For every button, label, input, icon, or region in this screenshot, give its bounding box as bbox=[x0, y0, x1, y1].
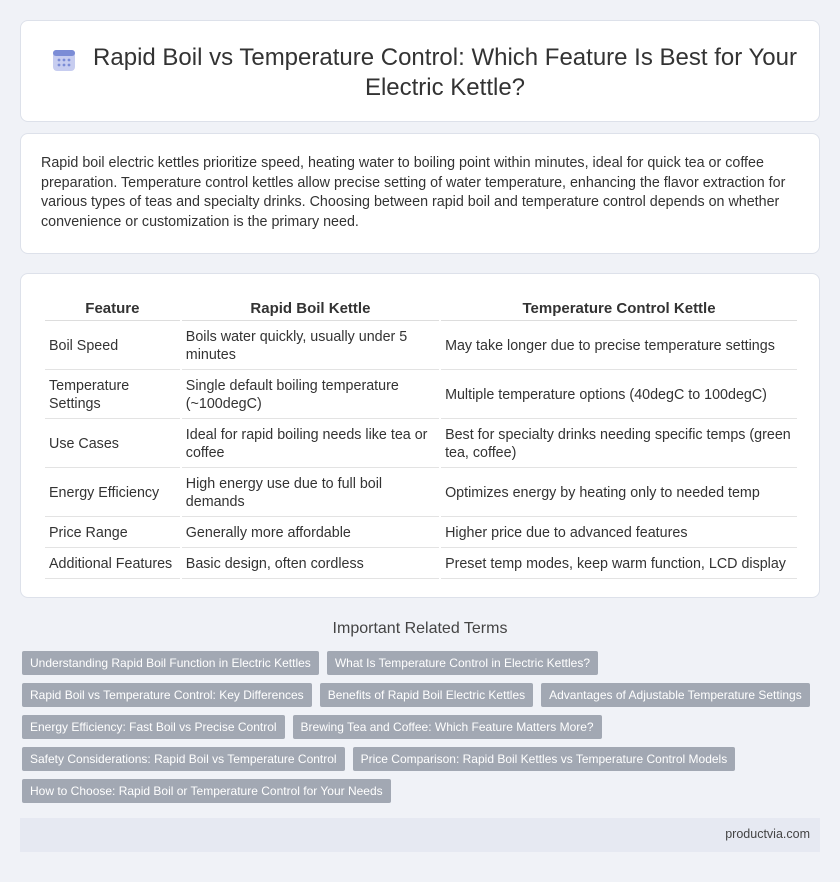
rapid-boil-cell: Single default boiling temperature (~100degC) bbox=[182, 372, 439, 419]
related-terms-row bbox=[22, 779, 812, 803]
table-row bbox=[45, 372, 797, 419]
feature-cell: Boil Speed bbox=[45, 323, 180, 370]
related-term-tag[interactable]: Benefits of Rapid Boil Electric Kettles bbox=[320, 683, 533, 707]
feature-cell: Use Cases bbox=[45, 421, 180, 468]
related-term-tag[interactable]: Brewing Tea and Coffee: Which Feature Matters More? bbox=[293, 715, 602, 739]
temperature-control-cell: Multiple temperature options (40degC to 100degC) bbox=[441, 372, 797, 419]
rapid-boil-cell: Ideal for rapid boiling needs like tea or coffee bbox=[182, 421, 439, 468]
table-row bbox=[45, 470, 797, 517]
title-card bbox=[20, 20, 820, 122]
calendar-icon bbox=[51, 47, 77, 73]
related-term-tag[interactable]: Safety Considerations: Rapid Boil vs Temperature Control bbox=[22, 747, 345, 771]
table-header: Rapid Boil Kettle bbox=[182, 298, 439, 321]
rapid-boil-cell: Boils water quickly, usually under 5 minutes bbox=[182, 323, 439, 370]
summary-text: Rapid boil electric kettles prioritize speed, heating water to boiling point within minutes, ideal for quick tea or coffee preparation. Temperature control kettles allow precise setting of water temperature, enhancing the flavor extraction for various types of teas and specialty drinks. Choosing between rapid boil and temperature control depends on whether convenience or customization is the primary need. bbox=[41, 155, 786, 230]
table-header: Feature bbox=[45, 298, 180, 321]
table-header: Temperature Control Kettle bbox=[441, 298, 797, 321]
related-term-tag[interactable]: What Is Temperature Control in Electric Kettles? bbox=[327, 651, 598, 675]
rapid-boil-cell: Generally more affordable bbox=[182, 519, 439, 548]
summary-card bbox=[20, 133, 820, 254]
temperature-control-cell: Higher price due to advanced features bbox=[441, 519, 797, 548]
related-terms-row bbox=[22, 747, 812, 771]
related-terms-list bbox=[22, 651, 812, 811]
table-header-row bbox=[45, 298, 797, 321]
feature-cell: Temperature Settings bbox=[45, 372, 180, 419]
table-row bbox=[45, 519, 797, 548]
related-terms-row bbox=[22, 683, 812, 707]
page-title: Rapid Boil vs Temperature Control: Which Feature Is Best for Your Electric Kettle? bbox=[93, 44, 797, 101]
related-terms-row bbox=[22, 651, 812, 675]
rapid-boil-cell: Basic design, often cordless bbox=[182, 550, 439, 579]
comparison-table bbox=[43, 296, 799, 581]
comparison-table-card bbox=[20, 273, 820, 598]
table-row bbox=[45, 421, 797, 468]
feature-cell: Additional Features bbox=[45, 550, 180, 579]
related-term-tag[interactable]: Price Comparison: Rapid Boil Kettles vs Temperature Control Models bbox=[353, 747, 736, 771]
table-row bbox=[45, 550, 797, 579]
feature-cell: Price Range bbox=[45, 519, 180, 548]
related-term-tag[interactable]: Advantages of Adjustable Temperature Settings bbox=[541, 683, 810, 707]
related-term-tag[interactable]: Rapid Boil vs Temperature Control: Key Differences bbox=[22, 683, 312, 707]
temperature-control-cell: Best for specialty drinks needing specific temps (green tea, coffee) bbox=[441, 421, 797, 468]
temperature-control-cell: May take longer due to precise temperature settings bbox=[441, 323, 797, 370]
related-term-tag[interactable]: Understanding Rapid Boil Function in Electric Kettles bbox=[22, 651, 319, 675]
footer-site: productvia.com bbox=[725, 827, 810, 841]
temperature-control-cell: Optimizes energy by heating only to needed temp bbox=[441, 470, 797, 517]
temperature-control-cell: Preset temp modes, keep warm function, LCD display bbox=[441, 550, 797, 579]
footer bbox=[20, 818, 820, 852]
related-terms-row bbox=[22, 715, 812, 739]
related-term-tag[interactable]: Energy Efficiency: Fast Boil vs Precise Control bbox=[22, 715, 285, 739]
feature-cell: Energy Efficiency bbox=[45, 470, 180, 517]
table-row bbox=[45, 323, 797, 370]
related-terms-title: Important Related Terms bbox=[332, 620, 508, 637]
related-term-tag[interactable]: How to Choose: Rapid Boil or Temperature Control for Your Needs bbox=[22, 779, 391, 803]
rapid-boil-cell: High energy use due to full boil demands bbox=[182, 470, 439, 517]
